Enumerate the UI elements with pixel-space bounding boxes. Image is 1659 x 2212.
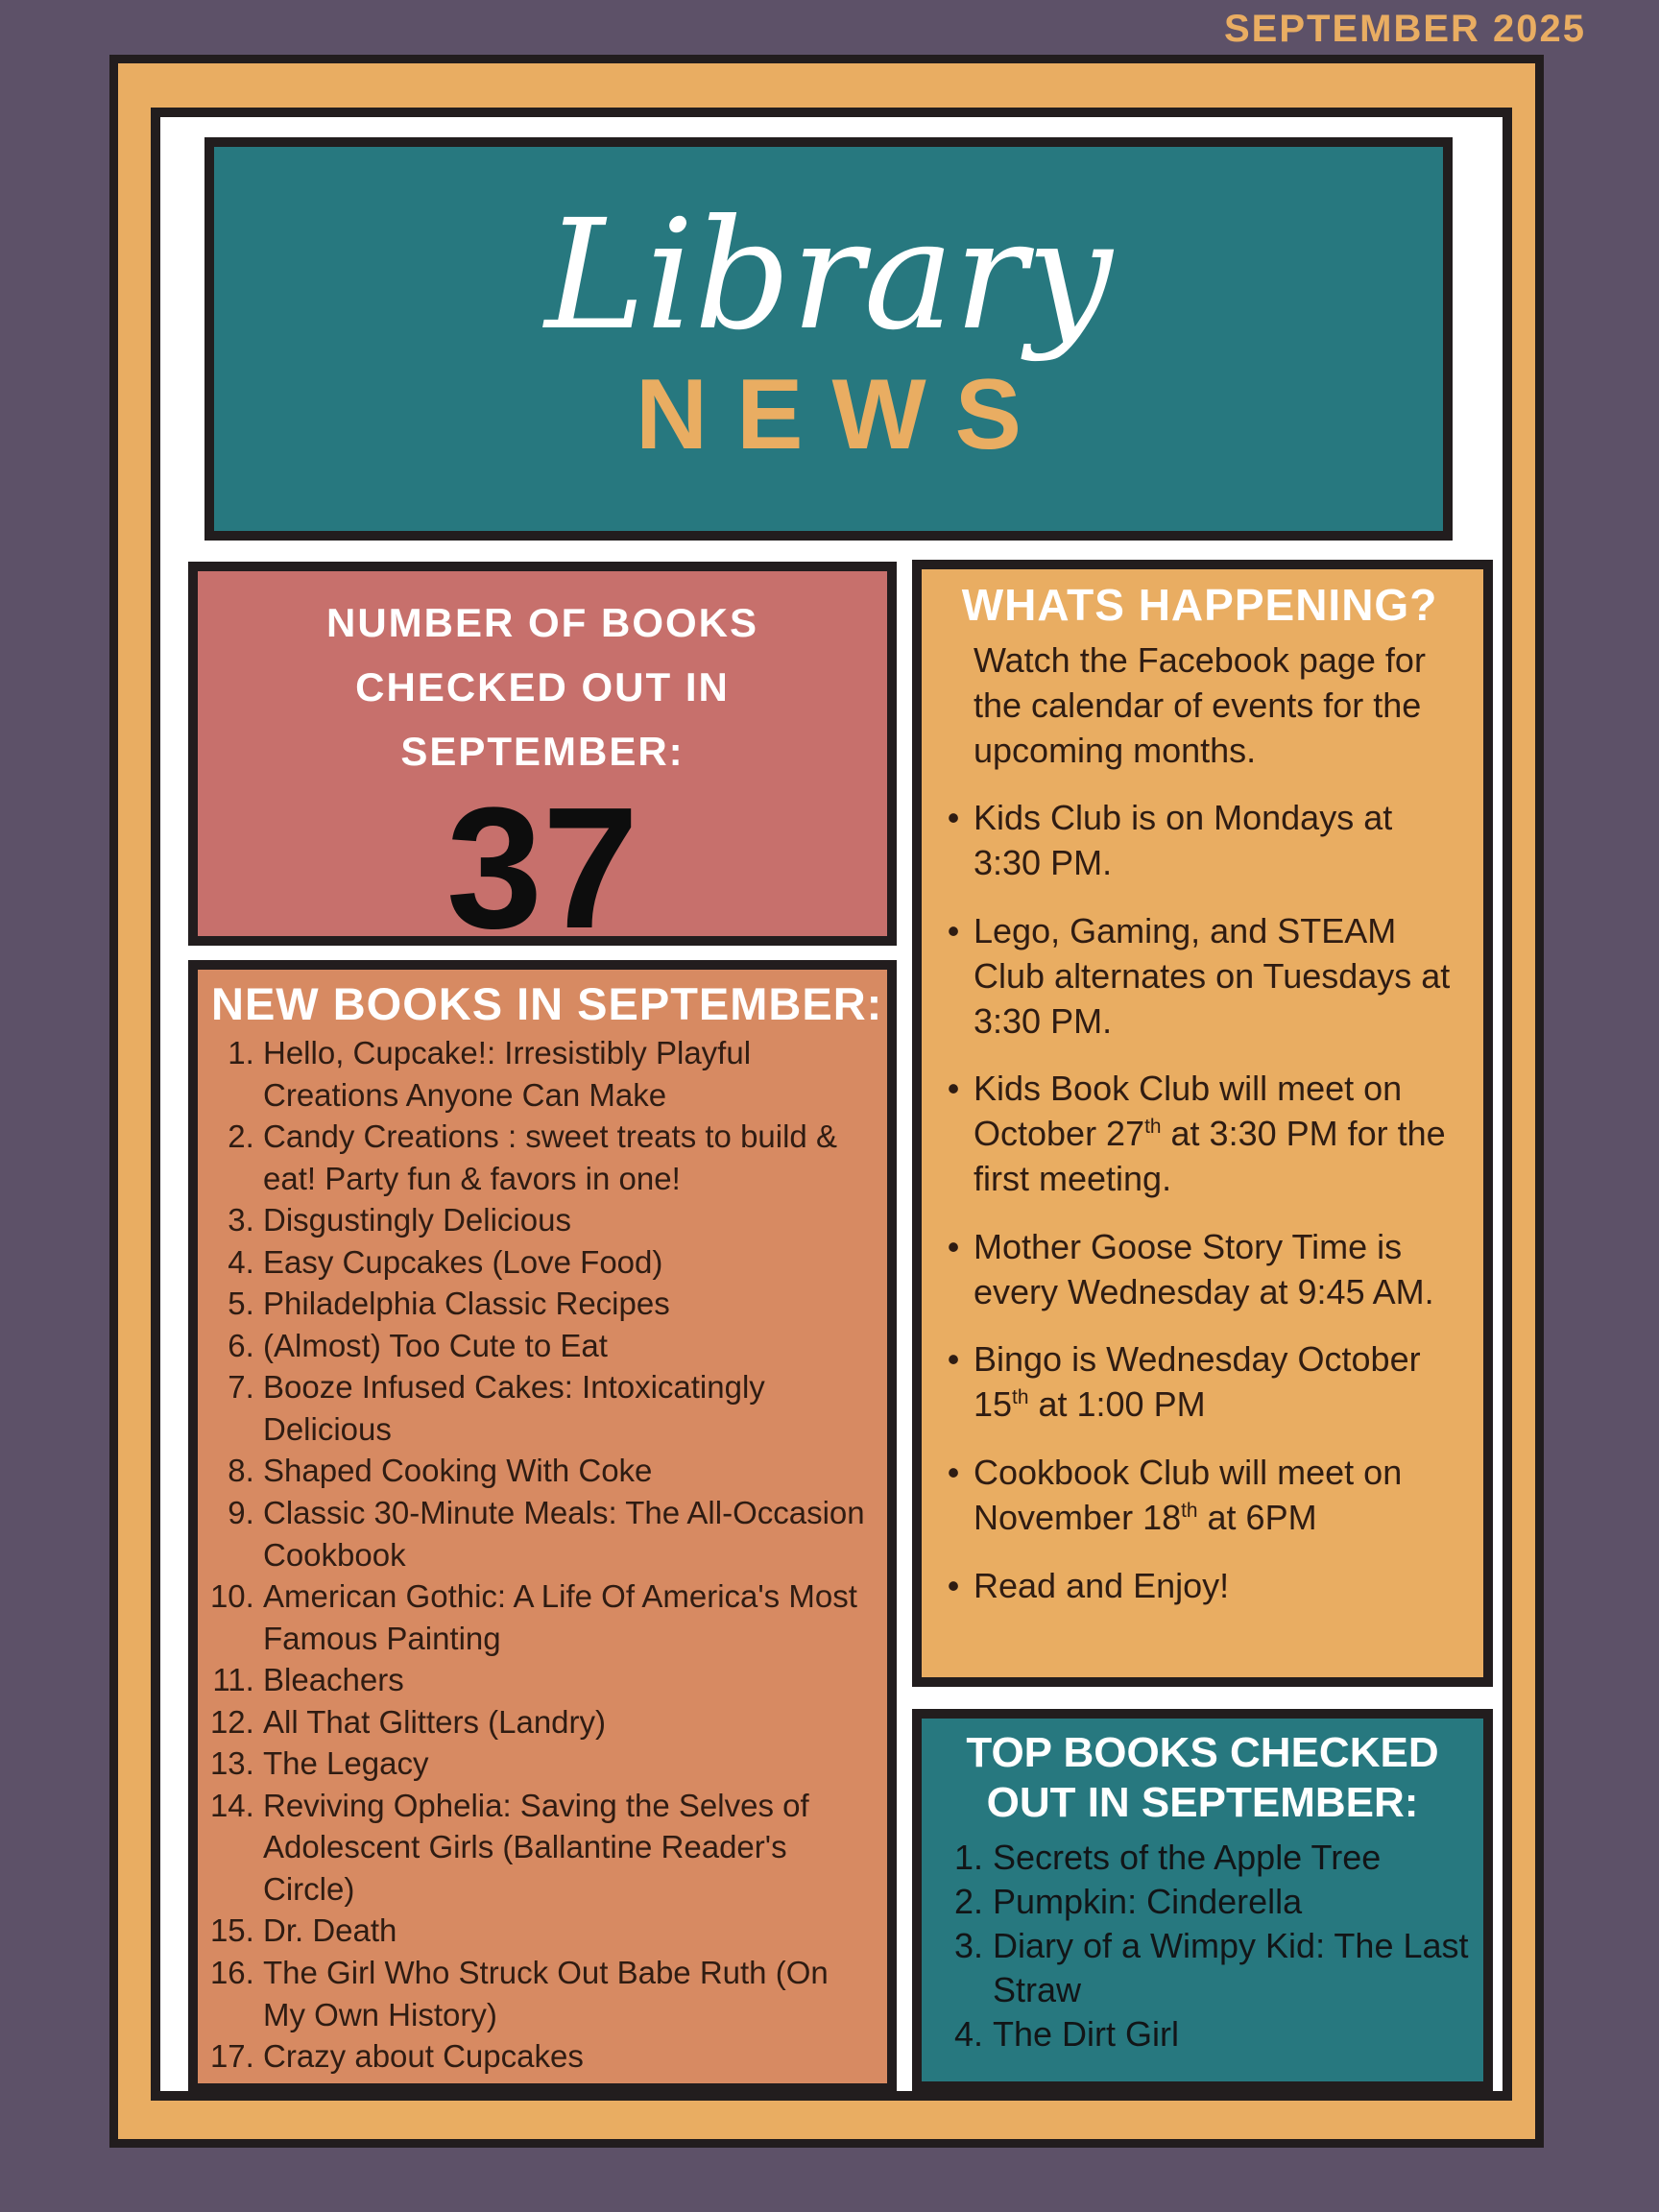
bullet-icon: •: [947, 798, 960, 838]
list-item: 7. Booze Infused Cakes: Intoxicatingly Delicious: [263, 1366, 872, 1450]
list-item: 14. Reviving Ophelia: Saving the Selves of Adolescent Girls (Ballantine Reader's Circle): [263, 1785, 872, 1911]
list-item: 16. The Girl Who Struck Out Babe Ruth (On My Own History): [263, 1952, 872, 2035]
top-books-heading-line-2: OUT IN SEPTEMBER:: [986, 1778, 1419, 1826]
list-item: 1. Hello, Cupcake!: Irresistibly Playful Creations Anyone Can Make: [263, 1032, 872, 1116]
list-item: 6. (Almost) Too Cute to Eat: [263, 1325, 872, 1367]
list-item: 17. Crazy about Cupcakes: [263, 2035, 872, 2078]
list-item: 2. Candy Creations : sweet treats to build & eat! Party fun & favors in one!: [263, 1116, 872, 1199]
list-item: 5. Philadelphia Classic Recipes: [263, 1283, 872, 1325]
event-text: Read and Enjoy!: [974, 1565, 1230, 1605]
events-list: [933, 796, 1466, 1608]
list-item: 3. Disgustingly Delicious: [263, 1199, 872, 1241]
stats-box: [188, 562, 897, 946]
new-books-box: [188, 960, 897, 2093]
event-item: [933, 1225, 1466, 1315]
list-item: 4. Easy Cupcakes (Love Food): [263, 1241, 872, 1284]
list-item: 15. Dr. Death: [263, 1910, 872, 1952]
list-item: 1. Secrets of the Apple Tree: [993, 1836, 1472, 1880]
bullet-icon: •: [947, 1565, 960, 1605]
list-item: 4. The Dirt Girl: [993, 2012, 1472, 2056]
list-item: 8. Shaped Cooking With Coke: [263, 1450, 872, 1492]
event-item: [933, 1337, 1466, 1428]
events-heading: WHATS HAPPENING?: [961, 580, 1438, 630]
bullet-icon: •: [947, 1452, 960, 1492]
list-item: 11. Bleachers: [263, 1659, 872, 1701]
masthead: [204, 137, 1453, 541]
list-item: 2. Pumpkin: Cinderella: [993, 1880, 1472, 1924]
list-item: 13. The Legacy: [263, 1743, 872, 1785]
event-item: [933, 1564, 1466, 1609]
date-label: SEPTEMBER 2025: [1223, 8, 1586, 50]
event-text: Bingo is Wednesday October 15th at 1:00 PM: [974, 1339, 1421, 1425]
bullet-icon: •: [947, 1339, 960, 1380]
new-books-list: [204, 1032, 872, 2078]
events-box: [912, 560, 1493, 1687]
list-item: 9. Classic 30-Minute Meals: The All-Occasion Cookbook: [263, 1492, 872, 1575]
top-books-list: [933, 1836, 1472, 2056]
event-item: [933, 1067, 1466, 1201]
event-text: Lego, Gaming, and STEAM Club alternates on Tuesdays at 3:30 PM.: [974, 910, 1451, 1041]
bullet-icon: •: [947, 1069, 960, 1109]
top-books-box: [912, 1709, 1493, 2091]
bullet-icon: •: [947, 1226, 960, 1266]
stats-heading-line-1: NUMBER OF BOOKS: [326, 600, 758, 645]
stats-heading-line-2: CHECKED OUT IN: [355, 664, 730, 710]
masthead-news-title: NEWS: [636, 359, 1050, 470]
event-text: Cookbook Club will meet on November 18th at 6PM: [974, 1452, 1403, 1537]
list-item: 3. Diary of a Wimpy Kid: The Last Straw: [993, 1924, 1472, 2012]
stats-heading-line-3: SEPTEMBER:: [400, 729, 685, 775]
events-intro: Watch the Facebook page for the calendar of events for the upcoming months.: [974, 640, 1426, 770]
event-text: Mother Goose Story Time is every Wednesday at 9:45 AM.: [974, 1226, 1434, 1311]
event-text: Kids Book Club will meet on October 27th at 3:30 PM for the first meeting.: [974, 1069, 1446, 1198]
bullet-icon: •: [947, 910, 960, 950]
stats-value: 37: [445, 771, 639, 946]
list-item: 10. American Gothic: A Life Of America's Most Famous Painting: [263, 1575, 872, 1659]
event-item: [933, 796, 1466, 886]
event-item: [933, 1451, 1466, 1541]
top-books-heading: [933, 1728, 1472, 1828]
new-books-heading: NEW BOOKS IN SEPTEMBER:: [211, 978, 883, 1029]
event-item: [933, 909, 1466, 1044]
masthead-script-title: Library: [544, 187, 1113, 364]
event-text: Kids Club is on Mondays at 3:30 PM.: [974, 798, 1393, 883]
list-item: 12. All That Glitters (Landry): [263, 1701, 872, 1743]
top-books-heading-line-1: TOP BOOKS CHECKED: [966, 1729, 1439, 1776]
